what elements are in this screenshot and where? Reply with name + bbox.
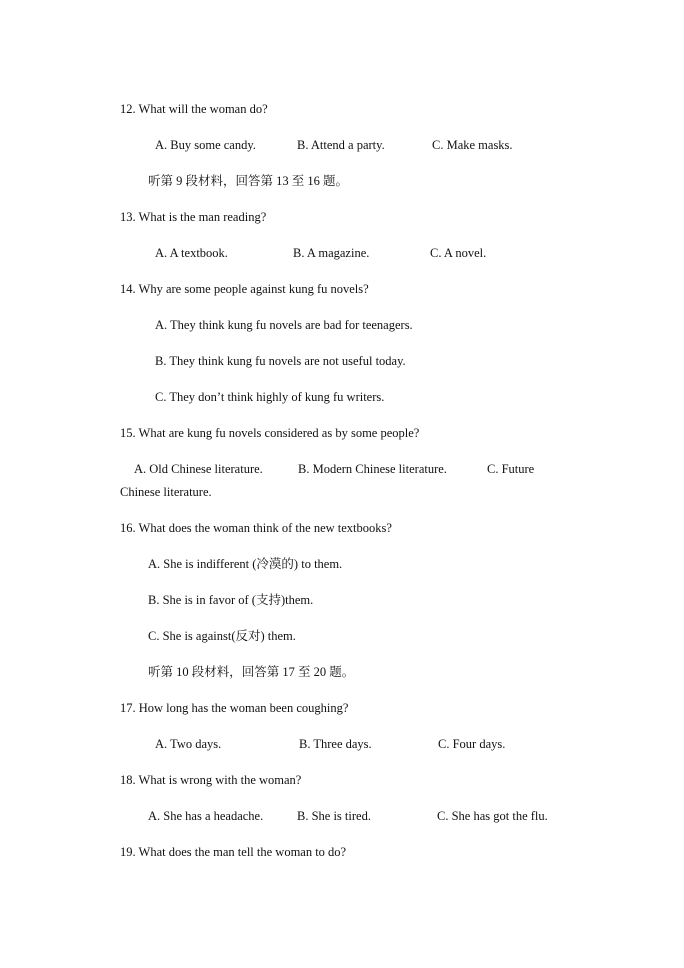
q17-option-c: C. Four days. xyxy=(438,737,506,751)
section-9-instruction: 听第 9 段材料，回答第 13 至 16 题。 xyxy=(148,174,349,188)
q17-option-b: B. Three days. xyxy=(299,737,372,751)
q15-option-c: C. Future xyxy=(487,462,535,476)
q12-option-a: A. Buy some candy. xyxy=(155,138,256,152)
q14-option-c: C. They don’t think highly of kung fu writers. xyxy=(155,390,385,404)
question-15: 15. What are kung fu novels considered as by some people? xyxy=(120,426,420,440)
question-16: 16. What does the woman think of the new textbooks? xyxy=(120,521,392,535)
q14-option-a: A. They think kung fu novels are bad for teenagers. xyxy=(155,318,413,332)
q16-option-b: B. She is in favor of (支持)them. xyxy=(148,593,314,607)
q17-option-a: A. Two days. xyxy=(155,737,222,751)
q16-option-c: C. She is against(反对) them. xyxy=(148,629,296,643)
q12-option-b: B. Attend a party. xyxy=(297,138,385,152)
q18-option-b: B. She is tired. xyxy=(297,809,371,823)
q14-option-b: B. They think kung fu novels are not useful today. xyxy=(155,354,406,368)
q15-option-c-continued: Chinese literature. xyxy=(120,485,212,499)
question-18: 18. What is wrong with the woman? xyxy=(120,773,302,787)
q15-option-a: A. Old Chinese literature. xyxy=(134,462,263,476)
section-10-instruction: 听第 10 段材料，回答第 17 至 20 题。 xyxy=(148,665,355,679)
q13-option-a: A. A textbook. xyxy=(155,246,228,260)
q16-option-a: A. She is indifferent (冷漠的) to them. xyxy=(148,557,343,571)
q13-option-c: C. A novel. xyxy=(430,246,487,260)
q12-option-c: C. Make masks. xyxy=(432,138,513,152)
q18-option-c: C. She has got the flu. xyxy=(437,809,548,823)
q18-option-a: A. She has a headache. xyxy=(148,809,264,823)
question-19: 19. What does the man tell the woman to do? xyxy=(120,845,347,859)
q15-option-b: B. Modern Chinese literature. xyxy=(298,462,447,476)
question-14: 14. Why are some people against kung fu novels? xyxy=(120,282,369,296)
question-13: 13. What is the man reading? xyxy=(120,210,267,224)
question-17: 17. How long has the woman been coughing? xyxy=(120,701,349,715)
q13-option-b: B. A magazine. xyxy=(293,246,370,260)
question-12: 12. What will the woman do? xyxy=(120,102,268,116)
